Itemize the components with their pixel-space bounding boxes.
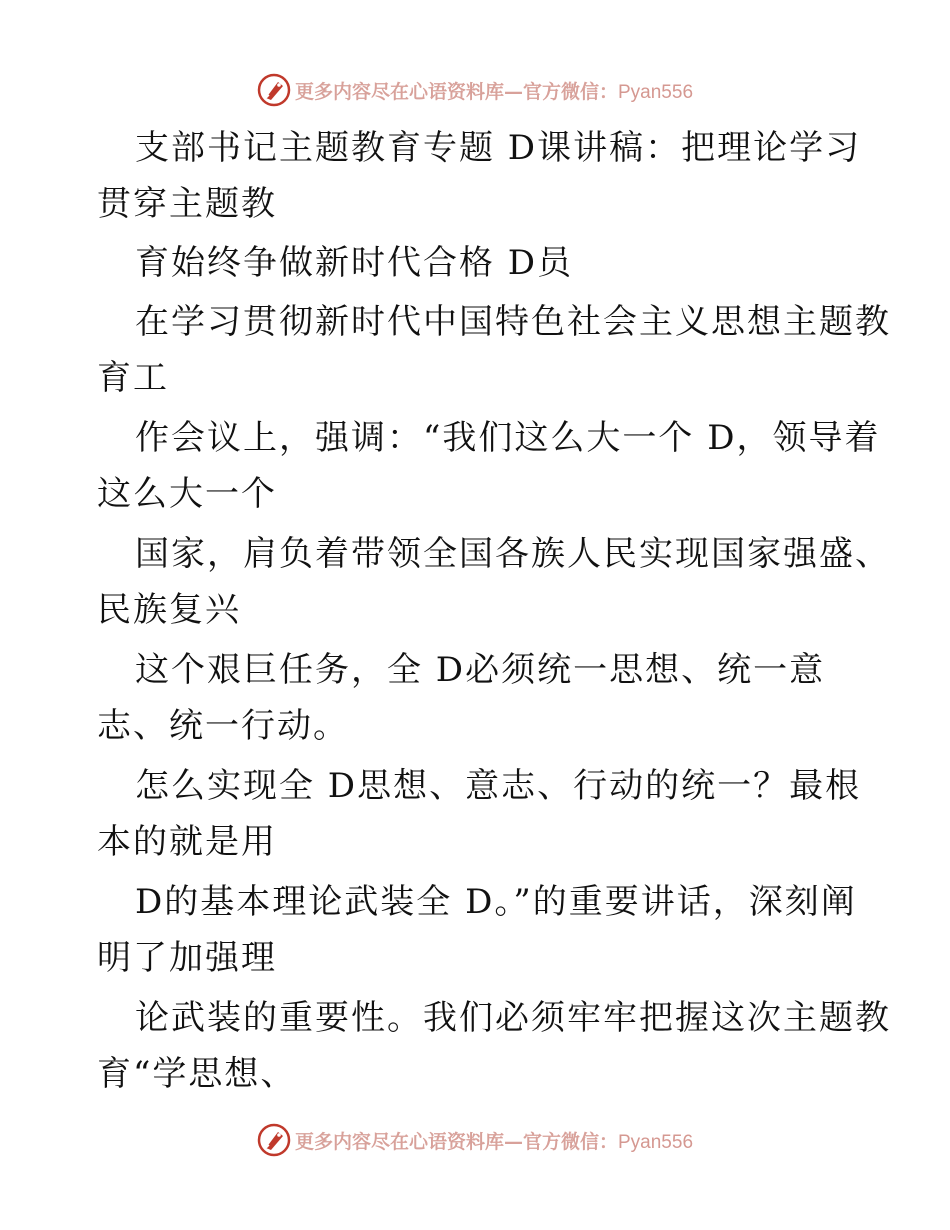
doc-line: 国家，肩负着带领全国各族人民实现国家强盛、 [135, 534, 891, 574]
doc-line: 育始终争做新时代合格 D员 [135, 243, 574, 283]
watermark-handle: Pyan556 [618, 1131, 694, 1153]
doc-line: 贯穿主题教 [97, 184, 277, 224]
pen-nib-logo-icon [257, 1123, 291, 1157]
watermark-handle: Pyan556 [618, 81, 694, 103]
doc-line: 作会议上，强调：“我们这么大一个 D，领导着 [135, 418, 881, 458]
doc-line: 在学习贯彻新时代中国特色社会主义思想主题教 [135, 302, 891, 342]
doc-line: 育工 [97, 358, 169, 398]
doc-line: 怎么实现全 D思想、意志、行动的统一？最根 [135, 766, 862, 806]
doc-line: 育“学思想、 [97, 1054, 297, 1094]
doc-line: D的基本理论武装全 D。”的重要讲话，深刻阐 [135, 882, 857, 922]
doc-line: 论武装的重要性。我们必须牢牢把握这次主题教 [135, 998, 891, 1038]
watermark-text: 更多内容尽在心语资料库—官方微信： [294, 1130, 618, 1153]
doc-line: 这个艰巨任务，全 D必须统一思想、统一意 [135, 650, 826, 690]
doc-line: 民族复兴 [97, 590, 241, 630]
doc-line: 本的就是用 [97, 822, 277, 862]
doc-line: 明了加强理 [97, 938, 277, 978]
watermark-footer [0, 1120, 950, 1160]
doc-line: 志、统一行动。 [97, 706, 349, 746]
doc-line: 这么大一个 [97, 474, 277, 514]
watermark-text: 更多内容尽在心语资料库—官方微信： [294, 80, 618, 103]
doc-line: 支部书记主题教育专题 D课讲稿：把理论学习 [135, 128, 862, 168]
